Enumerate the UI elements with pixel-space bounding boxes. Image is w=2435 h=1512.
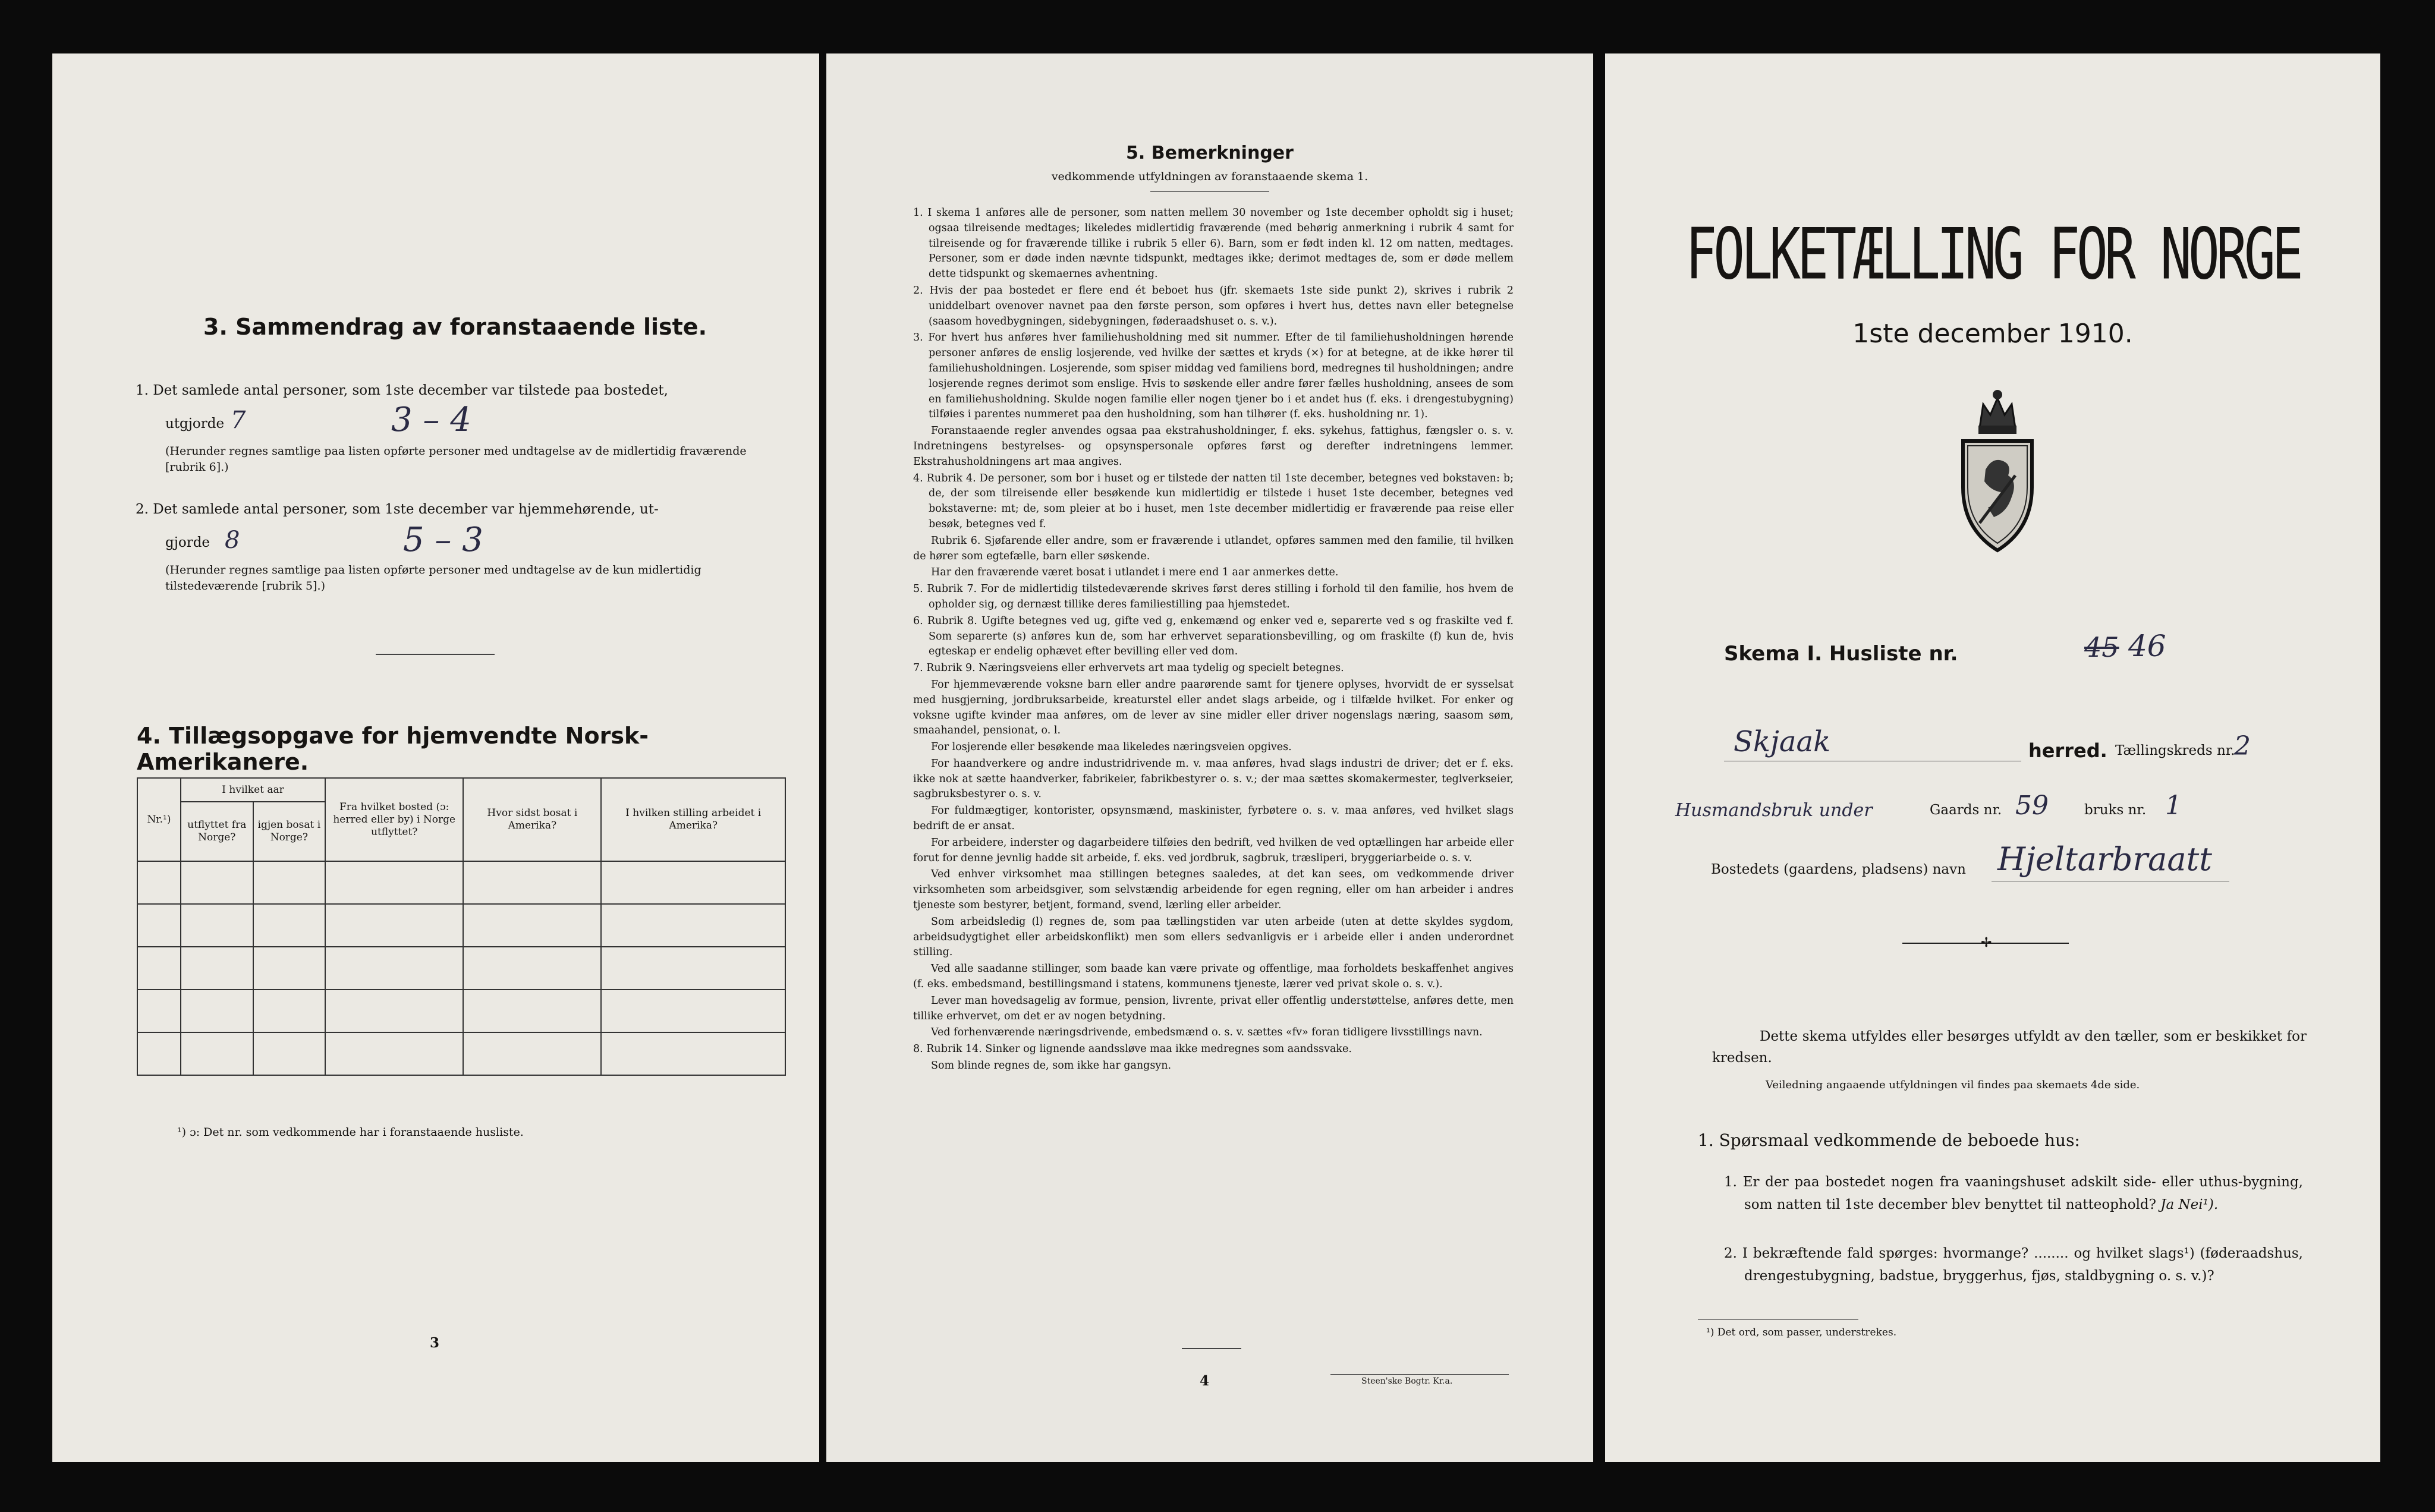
remark-paragraph: 2. Hvis der paa bostedet er flere end ét beboet hus (jfr. skemaets 1ste side punkt 2), skrives i rubrik 2 uniddelbart ovenover navnet paa den første person, som opføres i hvert hus, dettes navn eller betegnelse (saasom hovedbygningen, sidebygningen, føderaadshuset o. s. v.).	[913, 284, 1514, 327]
page-number: 3	[430, 1335, 440, 1351]
col-utflyttet-header: utflyttet fra Norge?	[181, 802, 253, 861]
col-stilling-header: I hvilken stilling arbeidet i Amerika?	[601, 778, 785, 861]
remark-paragraph: Har den fraværende været bosat i utlandet i mere end 1 aar anmerkes dette.	[931, 566, 1339, 579]
item1-note: (Herunder regnes samtlige paa listen opførte personer med undtagelse av de midlertidig fraværende [rubrik 6].)	[165, 445, 747, 474]
divider	[1150, 191, 1269, 192]
item1-prefix: utgjorde	[165, 416, 225, 431]
bosted-label: Bostedets (gaardens, pladsens) navn	[1711, 862, 1966, 877]
herred-value: Skjaak	[1734, 725, 1831, 758]
section3-title: 3. Sammendrag av foranstaaende liste.	[203, 314, 707, 340]
document-title: FOLKETÆLLING FOR NORGE	[1685, 213, 2300, 296]
remark-paragraph: Som arbeidsledig (l) regnes de, som paa tællingstiden var uten arbeide (uten at dette skyldes sygdom, arbeidsudygtighet eller arbeidskonflikt) men som ellers sedvanligvis er i arbeide eller i anden underordnet stilling.	[913, 915, 1514, 959]
bruk-value: 1	[2165, 790, 2182, 821]
gaard-prefix: Husmandsbruk under	[1675, 800, 1873, 821]
divider	[1182, 1348, 1241, 1349]
remark-paragraph: Ved alle saadanne stillinger, som baade kan være private og offentlige, maa forholdets beskaffenhet angives (f. eks. embedsmand, bestillingsmand i statens, kommunens tjeneste, lærer ved privat skole o. s. v.).	[913, 963, 1514, 991]
remark-paragraph: For hjemmeværende voksne barn eller andre paarørende samt for tjenere oplyses, hvorvidt de er sysselsat med husgjerning, jordbruksarbeide, kreaturstel eller andet slags arbeide, og i tilfælde hvilket. For enker og voksne ugifte kvinder maa anføres, om de lever av sine midler eller driver nogenslags næring, saasom søm, smaahandel, pensionat, o. l.	[913, 678, 1514, 737]
col-amerika-header: Hvor sidst bosat i Amerika?	[463, 778, 601, 861]
document-date: 1ste december 1910.	[1852, 319, 2133, 349]
remark-paragraph: For fuldmægtiger, kontorister, opsynsmænd, maskinister, fyrbøtere o. s. v. maa anføres, ved hvilket slags bedrift de er ansat.	[913, 805, 1514, 833]
question-1-options: Ja Nei¹).	[2160, 1197, 2219, 1212]
husliste-number: 46	[2128, 629, 2166, 663]
remark-paragraph: 1. I skema 1 anføres alle de personer, som natten mellem 30 november og 1ste december opholdt sig i huset; ogsaa tilreisende medtages; likeledes midlertidig fraværende (med behørig anmerkning i rubrik 4 samt for tilreisende og for fraværende tillike i rubrik 5 eller 6). Barn, som er født inden kl. 12 om natten, medtages. Personer, som er døde inden nævnte tidspunkt, medtages ikke; derimot medtages de, som er døde mellem dette tidspunkt og skemaernes avhentning.	[913, 207, 1514, 281]
question-1	[1724, 1171, 2303, 1216]
divider	[376, 654, 495, 655]
coat-of-arms-icon	[1950, 386, 2045, 553]
col-nr-header: Nr.¹)	[137, 778, 181, 861]
table-row	[137, 947, 785, 990]
remark-paragraph: Rubrik 6. Sjøfarende eller andre, som er fraværende i utlandet, opføres sammen med den familie, til hvilken de hører som egtefælle, barn eller søskende.	[913, 534, 1514, 562]
item2-text: 2. Det samlede antal personer, som 1ste december var hjemmehørende, ut-	[136, 502, 659, 517]
footnote-divider	[1698, 1319, 1858, 1320]
right-page	[1605, 53, 2380, 1462]
page-number: 4	[1200, 1373, 1210, 1389]
item2-prefix: gjorde	[165, 535, 210, 550]
herred-label: herred.	[2028, 739, 2107, 762]
item1-handwritten: 3 – 4	[391, 401, 471, 439]
footnote: ¹) Det ord, som passer, understrekes.	[1706, 1327, 1897, 1338]
intro-text: Dette skema utfyldes eller besørges utfyldt av den tæller, som er beskikket for kredsen.	[1712, 1029, 2307, 1066]
table-footnote: ¹) ɔ: Det nr. som vedkommende har i foranstaaende husliste.	[177, 1126, 524, 1139]
remark-paragraph: For haandverkere og andre industridrivende m. v. maa anføres, hvad slags industri de driver; det er f. eks. ikke nok at sætte haandverker, fabrikeier, fabrikbestyrer o. s. v.; der maa sættes skomakermester, teglverkseier, sagbruksbestyrer o. s. v.	[913, 757, 1514, 801]
remark-paragraph: 3. For hvert hus anføres hver familiehusholdning med sit nummer. Efter de til familiehusholdningen hørende personer anføres de enslig losjerende, ved hvilke der sættes et kryds (×) for at betegne, at de ikke hører til familiehusholdningen. Losjerende, som spiser middag ved familiens bord, medregnes til husholdningen; andre losjerende regnes derimot som enslige. Hvis to søskende eller andre fører fælles husholdning, ansees de som en familiehusholdning. Skulde nogen familie eller nogen tjener bo i et andet hus (f. eks. i drengestubygning) tilføies i parentes nummeret paa den husholdning, som han tilhører (f. eks. husholdning nr. 1).	[913, 332, 1514, 421]
col-group-header: I hvilket aar	[181, 778, 325, 802]
table-row	[137, 861, 785, 904]
item2-note: (Herunder regnes samtlige paa listen opførte personer med undtagelse av de kun midlertidig tilstedeværende [rubrik 5].)	[165, 563, 701, 593]
remark-paragraph: Ved enhver virksomhet maa stillingen betegnes saaledes, at det kan sees, om vedkommende driver virksomheten som arbeidsgiver, som selvstændig arbeidende for egen regning, eller om han arbeider i andres tjeneste som bestyrer, betjent, formand, svend, lærling eller arbeider.	[913, 868, 1514, 912]
item2-value: 8	[225, 527, 240, 554]
remark-paragraph: For arbeidere, inderster og dagarbeidere tilføies den bedrift, ved hvilken de ved optællingen har arbeide eller forut for denne jevnlig hadde sit arbeide, f. eks. ved jordbruk, sagbruk, træsliperi, bryggeriarbeide o. s. v.	[913, 836, 1514, 864]
remark-paragraph: 4. Rubrik 4. De personer, som bor i huset og er tilstede der natten til 1ste december, betegnes ved bokstaven: b; de, der som tilreisende eller besøkende kun midlertidig er tilstede i huset 1ste december, betegnes ved bokstaverne: mt; de, som pleier at bo i huset, men 1ste december midlertidig er fraværende paa reise eller besøk, betegnes ved f.	[913, 472, 1514, 530]
remark-paragraph: 6. Rubrik 8. Ugifte betegnes ved ug, gifte ved g, enkemænd og enker ved e, separerte ved s og fraskilte ved f. Som separerte (s) anføres kun de, som har erhvervet separationsbevilling, og om fraskilte (f) kun de, hvis egteskap er endelig ophævet efter bevilling eller ved dom.	[913, 615, 1514, 658]
gaard-label: Gaards nr.	[1930, 802, 2002, 818]
left-page	[52, 53, 819, 1462]
guidance-text: Veiledning angaaende utfyldningen vil findes paa skemaets 4de side.	[1766, 1079, 2140, 1091]
remark-paragraph: Som blinde regnes de, som ikke har gangsyn.	[931, 1060, 1172, 1072]
item1-text: 1. Det samlede antal personer, som 1ste december var tilstede paa bostedet,	[136, 383, 668, 398]
middle-page	[826, 53, 1593, 1462]
remark-paragraph: 5. Rubrik 7. For de midlertidig tilstedeværende skrives først deres stilling i forhold til den familie, hos hvem de opholder sig, og dernæst tillike deres familiestilling paa hjemstedet.	[913, 583, 1514, 610]
gaard-value: 59	[2015, 790, 2049, 821]
col-bosat-header: igjen bosat i Norge?	[253, 802, 326, 861]
item1-value: 7	[231, 407, 246, 434]
kreds-value: 2	[2234, 731, 2251, 761]
remark-paragraph: 7. Rubrik 9. Næringsveiens eller erhvervets art maa tydelig og specielt betegnes.	[913, 662, 1344, 675]
table-row	[137, 904, 785, 947]
norsk-amerikaner-table	[137, 777, 786, 1076]
divider	[1330, 1374, 1509, 1375]
remarks-list	[913, 206, 1514, 1075]
bosted-value: Hjeltarbraatt	[1997, 840, 2212, 878]
remarks-title: 5. Bemerkninger	[1126, 143, 1294, 163]
printer-imprint: Steen'ske Bogtr. Kr.a.	[1361, 1376, 1453, 1386]
remarks-subtitle: vedkommende utfyldningen av foranstaaende skema 1.	[1051, 170, 1368, 183]
remark-paragraph: For losjerende eller besøkende maa likeledes næringsveien opgives.	[931, 741, 1292, 754]
item2-handwritten: 5 – 3	[403, 521, 483, 559]
kreds-label: Tællingskreds nr.	[2115, 743, 2235, 758]
table-row	[137, 1032, 785, 1075]
remark-paragraph: Foranstaaende regler anvendes ogsaa paa ekstrahusholdninger, f. eks. sykehus, fattighus, fængsler o. s. v. Indretningens bestyrelses- og opsynspersonale opføres først og derefter indretningens lemmer. Ekstrahusholdningens art maa angives.	[913, 425, 1514, 468]
remark-paragraph: Lever man hovedsagelig av formue, pension, livrente, privat eller offentlig understøttelse, anføres dette, men tillike erhvervet, om det er av nogen betydning.	[913, 994, 1514, 1022]
schema-label: Skema I. Husliste nr.	[1724, 642, 1958, 666]
ornament-icon: ✢	[1981, 935, 1992, 950]
question-1-text: 1. Er der paa bostedet nogen fra vaaningshuset adskilt side- eller uthus-bygning, som natten til 1ste december blev benyttet til natteophold?	[1724, 1174, 2303, 1212]
section4-title: 4. Tillægsopgave for hjemvendte Norsk-Amerikanere.	[137, 723, 649, 775]
question-heading: 1. Spørsmaal vedkommende de beboede hus:	[1698, 1130, 2080, 1150]
remark-paragraph: Ved forhenværende næringsdrivende, embedsmænd o. s. v. sættes «fv» foran tidligere livsstillings navn.	[931, 1026, 1483, 1039]
col-bosted-header: Fra hvilket bosted (ɔ: herred eller by) i Norge utflyttet?	[325, 778, 463, 861]
remark-paragraph: 8. Rubrik 14. Sinker og lignende aandssløve maa ikke medregnes som aandssvake.	[913, 1043, 1352, 1056]
table-row	[137, 990, 785, 1032]
bruk-label: bruks nr.	[2084, 802, 2147, 818]
husliste-struck-number: 45	[2084, 631, 2119, 663]
question-2: 2. I bekræftende fald spørges: hvormange? ........ og hvilket slags¹) (føderaadshus, drengestubygning, badstue, bryggerhus, fjøs, staldbygning o. s. v.)?	[1724, 1246, 2303, 1284]
